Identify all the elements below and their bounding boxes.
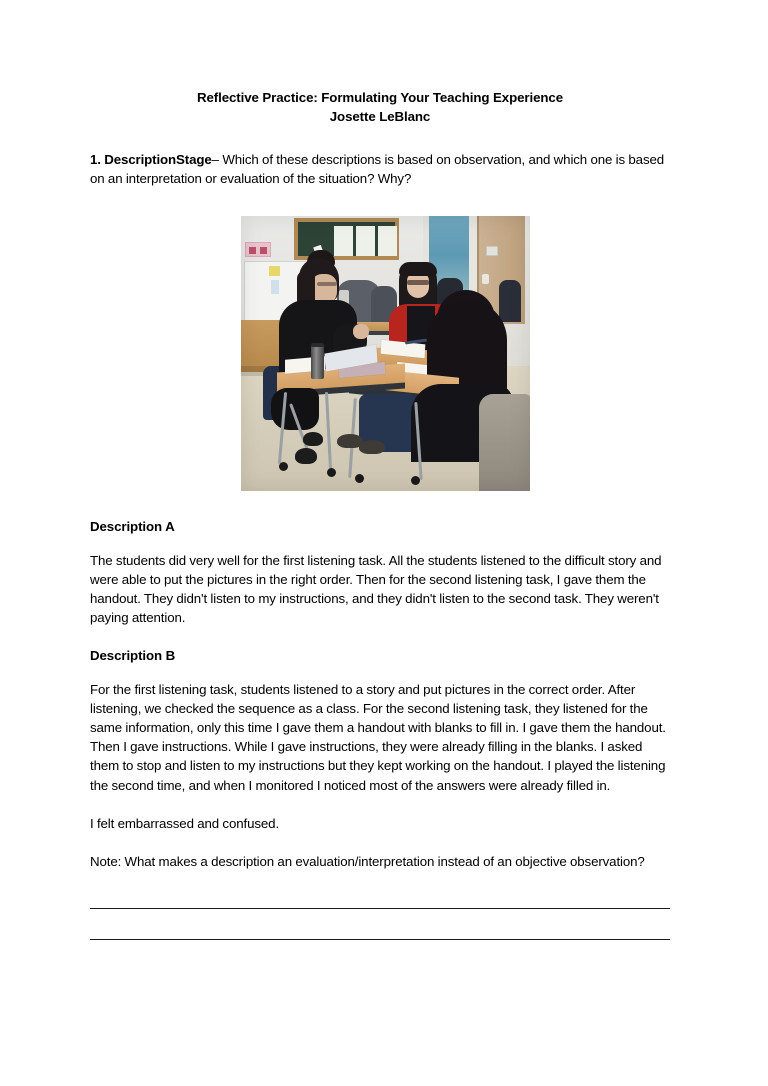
question-1 [90, 150, 670, 188]
note-text: Note: What makes a description an evaluation/interpretation instead of an objective observation? [90, 854, 645, 870]
section-body-description-a: The students did very well for the first listening task. All the students listened to the difficult story and were able to put the pictures in the right order. Then for the second listening task, I gave them the handout. They didn't listen to my instructions, and they didn't listen to the second task. They weren't paying attention. [90, 552, 662, 626]
spacer [90, 909, 670, 939]
photo-person-center-glasses [407, 280, 429, 285]
photo-wall-poster [245, 242, 271, 257]
photo-sticky-note [269, 266, 280, 276]
photo-person-left-hand [353, 324, 369, 339]
photo-door-sign [486, 246, 498, 256]
spacer [90, 537, 670, 551]
document-author: Josette LeBlanc [329, 109, 431, 124]
photo-sticky-note [271, 280, 279, 294]
question-1-label: 1. DescriptionStage [90, 152, 212, 167]
photo-travel-mug-lid [311, 343, 324, 347]
page-title: Reflective Practice: Formulating Your Teaching Experience [197, 90, 563, 105]
answer-line-2[interactable] [90, 939, 670, 940]
photo-travel-mug [311, 345, 324, 379]
photo-background-person [499, 280, 521, 322]
photo-shoe [295, 448, 317, 464]
section-heading-description-b: Description B [90, 648, 176, 664]
classroom-discussion-photo [241, 216, 530, 491]
photo-poster-square [249, 247, 256, 254]
photo-person-left-glasses [317, 282, 337, 286]
photo-door-knob [482, 274, 489, 284]
section-heading-description-a: Description A [90, 519, 175, 535]
spacer [90, 491, 670, 517]
figure-container [90, 216, 670, 491]
photo-person-center-face [407, 272, 429, 298]
spacer [90, 795, 670, 814]
spacer [90, 126, 670, 150]
feeling-statement: I felt embarrassed and confused. [90, 815, 280, 831]
photo-chair-coat [479, 394, 530, 491]
photo-chalkboard-paper [334, 226, 353, 256]
spacer [90, 666, 670, 680]
document-content [90, 88, 670, 940]
photo-shoe [359, 440, 385, 454]
section-body-description-b: For the first listening task, students listened to a story and put pictures in the correct order. After listening, we checked the sequence as a class. For the second listening task, they listened for the same information, only this time I gave them a handout with blanks to fill in. I gave them the handout. Then I gave instructions. While I gave instructions, they were already filling in the blanks. I asked them to stop and listen to my instructions but they kept working on the handout. I played the listening the second time, and when I monitored I noticed most of the answers were already filled in. [90, 681, 666, 793]
photo-person-center-bangs [399, 262, 437, 276]
photo-shoe [303, 432, 323, 446]
question-1-text: – Which of these descriptions is based on observation, and which one is based on an interpretation or evaluation of the situation? Why? [90, 152, 665, 187]
spacer [90, 871, 670, 908]
spacer [90, 627, 670, 646]
photo-chalkboard-paper [356, 226, 375, 256]
photo-person-left-lap [271, 388, 319, 430]
photo-poster-square [260, 247, 267, 254]
spacer [90, 833, 670, 852]
photo-chalkboard-paper [378, 226, 397, 256]
